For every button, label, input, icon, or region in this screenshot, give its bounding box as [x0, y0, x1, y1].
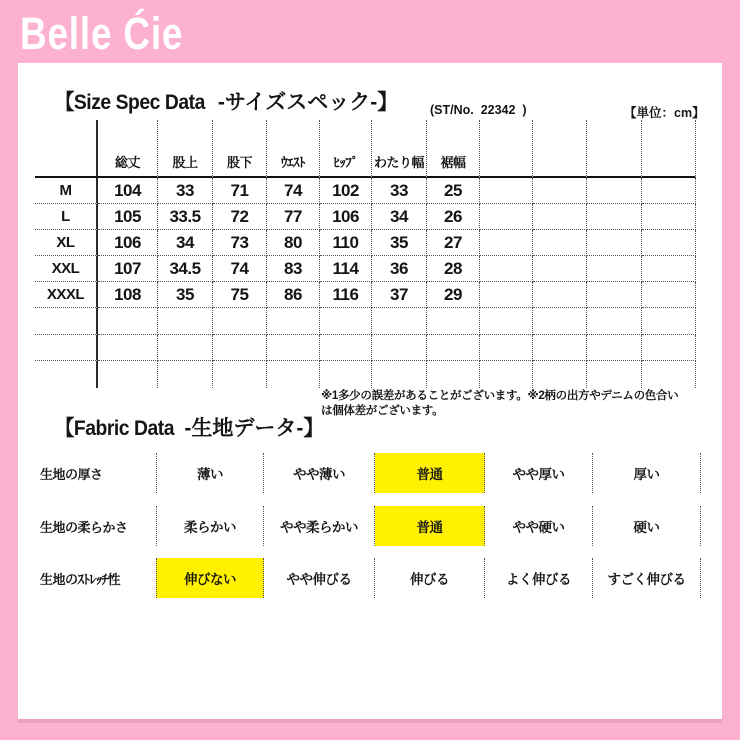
- fabric-row: [40, 453, 701, 493]
- size-empty-cell: [320, 308, 372, 335]
- spec-card: [18, 63, 722, 719]
- size-empty-cell: [320, 335, 372, 361]
- size-empty-cell: [372, 335, 427, 361]
- size-value-cell: 28: [427, 256, 480, 282]
- fabric-row-label: 生地の厚さ: [40, 466, 103, 482]
- size-empty-cell: [587, 230, 642, 256]
- size-empty-cell: [642, 230, 696, 256]
- size-header-cell: 裾幅: [427, 120, 480, 178]
- size-value-cell: 35: [158, 282, 213, 308]
- size-value-cell: 33.5: [158, 204, 213, 230]
- size-value-cell: 75: [213, 282, 267, 308]
- size-empty-cell: [158, 361, 213, 388]
- size-empty-cell: [642, 178, 696, 204]
- size-header-empty-cell: [642, 120, 696, 178]
- size-empty-cell: [642, 282, 696, 308]
- size-value-cell: 108: [98, 282, 158, 308]
- size-empty-cell: [533, 308, 587, 335]
- size-value-cell: 102: [320, 178, 372, 204]
- size-value-cell: 106: [320, 204, 372, 230]
- fabric-option-cell: よく伸びる: [485, 558, 593, 598]
- size-empty-cell: [642, 335, 696, 361]
- size-header-empty-cell: [533, 120, 587, 178]
- fabric-option-cell: 柔らかい: [156, 506, 264, 546]
- size-empty-cell: [372, 308, 427, 335]
- fabric-option-cell: すごく伸びる: [593, 558, 701, 598]
- size-empty-cell: [480, 230, 533, 256]
- size-empty-cell: [35, 335, 98, 361]
- size-empty-cell: [98, 335, 158, 361]
- size-empty-cell: [480, 308, 533, 335]
- size-row-label: L: [35, 204, 98, 230]
- size-value-cell: 26: [427, 204, 480, 230]
- fabric-option-cell: 薄い: [156, 453, 264, 493]
- size-empty-cell: [480, 282, 533, 308]
- fabric-selected-cell: 普通: [375, 506, 485, 546]
- size-header-corner: [35, 120, 98, 178]
- size-value-cell: 104: [98, 178, 158, 204]
- fabric-row: [40, 558, 701, 598]
- size-value-cell: 114: [320, 256, 372, 282]
- fabric-option-cell: 伸びる: [375, 558, 485, 598]
- size-spec-title-en: 【Size Spec Data: [55, 91, 205, 114]
- size-header-cell: 股上: [158, 120, 213, 178]
- size-empty-cell: [642, 256, 696, 282]
- disclaimer-line-1: ※1多少の誤差があることがございます。※2柄の出方やデニムの色合い: [321, 390, 679, 402]
- size-empty-cell: [642, 204, 696, 230]
- size-value-cell: 34: [158, 230, 213, 256]
- size-empty-cell: [98, 361, 158, 388]
- fabric-option-cell: 硬い: [593, 506, 701, 546]
- size-empty-cell: [587, 256, 642, 282]
- size-empty-cell: [372, 361, 427, 388]
- size-empty-cell: [427, 308, 480, 335]
- size-empty-cell: [267, 335, 320, 361]
- size-row-label: M: [35, 178, 98, 204]
- size-row-label: XL: [35, 230, 98, 256]
- fabric-option-cell: やや薄い: [264, 453, 375, 493]
- size-row-label: XXXL: [35, 282, 98, 308]
- size-header-cell: 総丈: [98, 120, 158, 178]
- fabric-selected-cell: 伸びない: [156, 558, 264, 598]
- size-empty-cell: [533, 361, 587, 388]
- fabric-row: [40, 506, 701, 546]
- size-empty-cell: [158, 335, 213, 361]
- disclaimer-note: [321, 389, 713, 419]
- size-empty-cell: [480, 335, 533, 361]
- size-value-cell: 71: [213, 178, 267, 204]
- size-header-cell: ﾋｯﾌﾟ: [320, 120, 372, 178]
- fabric-option-cell: やや伸びる: [264, 558, 375, 598]
- size-empty-cell: [213, 308, 267, 335]
- size-value-cell: 33: [372, 178, 427, 204]
- size-empty-cell: [427, 361, 480, 388]
- size-value-cell: 74: [267, 178, 320, 204]
- unit-label: 【単位：cm】: [624, 106, 705, 120]
- fabric-data-title: [55, 417, 324, 441]
- size-value-cell: 33: [158, 178, 213, 204]
- size-value-cell: 110: [320, 230, 372, 256]
- size-value-cell: 116: [320, 282, 372, 308]
- fabric-option-cell: やや柔らかい: [264, 506, 375, 546]
- size-header-cell: わたり幅: [372, 120, 427, 178]
- brand-logo: Belle Ćie: [20, 8, 184, 59]
- size-empty-cell: [267, 361, 320, 388]
- size-value-cell: 86: [267, 282, 320, 308]
- size-empty-cell: [533, 335, 587, 361]
- size-value-cell: 73: [213, 230, 267, 256]
- size-header-empty-cell: [480, 120, 533, 178]
- fabric-row-label: 生地のｽﾄﾚｯﾁ性: [40, 571, 121, 587]
- size-value-cell: 34.5: [158, 256, 213, 282]
- size-empty-cell: [642, 361, 696, 388]
- size-value-cell: 74: [213, 256, 267, 282]
- size-empty-cell: [533, 256, 587, 282]
- size-value-cell: 105: [98, 204, 158, 230]
- size-value-cell: 25: [427, 178, 480, 204]
- size-empty-cell: [213, 335, 267, 361]
- size-header-cell: ｳｴｽﾄ: [267, 120, 320, 178]
- size-empty-cell: [267, 308, 320, 335]
- fabric-option-cell: やや硬い: [485, 506, 593, 546]
- size-empty-cell: [158, 308, 213, 335]
- size-empty-cell: [35, 308, 98, 335]
- size-spec-grid: [35, 120, 697, 388]
- size-empty-cell: [587, 335, 642, 361]
- size-empty-cell: [533, 204, 587, 230]
- size-header-empty-cell: [587, 120, 642, 178]
- size-spec-title: [55, 91, 398, 115]
- style-number: (ST/No. 22342 ): [430, 103, 527, 117]
- size-empty-cell: [587, 308, 642, 335]
- fabric-data-title-jp: -生地データ-】: [184, 417, 325, 440]
- size-empty-cell: [587, 361, 642, 388]
- fabric-option-cell: 厚い: [593, 453, 701, 493]
- size-row-label: XXL: [35, 256, 98, 282]
- size-value-cell: 29: [427, 282, 480, 308]
- size-value-cell: 77: [267, 204, 320, 230]
- fabric-data-title-en: 【Fabric Data: [55, 417, 175, 440]
- disclaimer-line-2: は個体差がございます。: [321, 405, 444, 417]
- size-empty-cell: [320, 361, 372, 388]
- size-value-cell: 83: [267, 256, 320, 282]
- size-value-cell: 36: [372, 256, 427, 282]
- fabric-row-label: 生地の柔らかさ: [40, 519, 128, 535]
- size-empty-cell: [480, 178, 533, 204]
- size-value-cell: 34: [372, 204, 427, 230]
- size-value-cell: 35: [372, 230, 427, 256]
- size-empty-cell: [480, 361, 533, 388]
- size-empty-cell: [587, 178, 642, 204]
- size-empty-cell: [587, 282, 642, 308]
- size-empty-cell: [533, 230, 587, 256]
- size-empty-cell: [35, 361, 98, 388]
- size-value-cell: 27: [427, 230, 480, 256]
- size-value-cell: 80: [267, 230, 320, 256]
- size-header-cell: 股下: [213, 120, 267, 178]
- size-value-cell: 72: [213, 204, 267, 230]
- size-empty-cell: [480, 204, 533, 230]
- size-empty-cell: [213, 361, 267, 388]
- size-spec-title-jp: -サイズスペック-】: [217, 91, 399, 114]
- fabric-option-cell: やや厚い: [485, 453, 593, 493]
- size-empty-cell: [98, 308, 158, 335]
- size-value-cell: 107: [98, 256, 158, 282]
- size-value-cell: 106: [98, 230, 158, 256]
- size-empty-cell: [427, 335, 480, 361]
- size-empty-cell: [587, 204, 642, 230]
- size-empty-cell: [642, 308, 696, 335]
- size-empty-cell: [480, 256, 533, 282]
- size-empty-cell: [533, 282, 587, 308]
- size-value-cell: 37: [372, 282, 427, 308]
- fabric-selected-cell: 普通: [375, 453, 485, 493]
- size-empty-cell: [533, 178, 587, 204]
